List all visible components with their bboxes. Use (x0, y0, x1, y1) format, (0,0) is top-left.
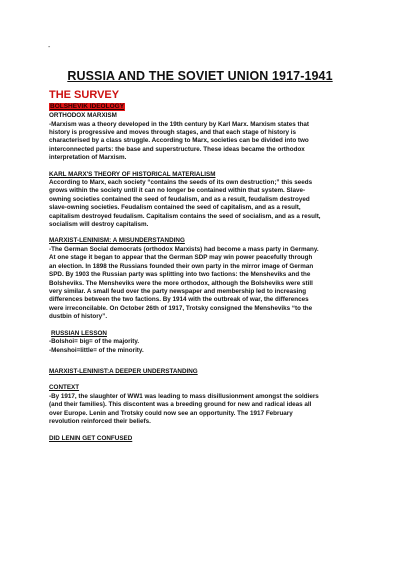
text-line: characterised by a class struggle. According to Marx, societies can be divided into two (49, 137, 309, 145)
heading-did-lenin-get-confused: DID LENIN GET CONFUSED (49, 434, 133, 442)
page-title: RUSSIA AND THE SOVIET UNION 1917-1941 (67, 69, 333, 83)
text-line: interpretation of Marxism. (49, 154, 127, 162)
text-line: At one stage it began to appear that the German SDP may win power peacefully through (49, 254, 313, 262)
text-line: interconnected parts: the base and superstructure. These ideas became the orthodox (49, 145, 305, 153)
paragraph-russian-lesson (49, 338, 360, 355)
text-line: (and their families). This discontent was a breeding ground for new and radical ideas all (49, 401, 312, 409)
page-marker: - (48, 44, 51, 51)
heading-historical-materialism: KARL MARX'S THEORY OF HISTORICAL MATERIALISM (49, 170, 216, 178)
text-line: differences between the two factions. By 1914 with the outbreak of war, the differences (49, 296, 309, 304)
text-line: history is progressive and moves through stages, and that each stage of history is (49, 128, 297, 136)
text-line: revolution reinforced their beliefs. (49, 418, 151, 426)
text-line: over Europe. Lenin and Trotsky could now see an opportunity. The 1917 February (49, 409, 293, 417)
heading-deeper-understanding: MARXIST-LENINIST:A DEEPER UNDERSTANDING (49, 367, 198, 375)
text-line: owning societies contained the seed of feudalism, and as a result, feudalism destroyed (49, 195, 310, 203)
text-line: socialism will destroy capitalism. (49, 221, 149, 229)
text-line: SPD. By 1903 the Russian party was splitting into two factions: the Mensheviks and the (49, 271, 311, 279)
text-line: slave-owning societies. Feudalism contained the seed of capitalism, and as a result, (49, 204, 301, 212)
text-line: -Marxism was a theory developed in the 19th century by Karl Marx. Marxism states that (49, 120, 310, 128)
text-line: Bolsheviks. The Mensheviks were the more orthodox, although the Bolsheviks were still (49, 279, 313, 287)
heading-misunderstanding: MARXIST-LENINISM: A MISUNDERSTANDING (49, 237, 185, 245)
text-line: -Bolshoi= big= of the majority. (49, 338, 140, 346)
text-line: dustbin of history”. (49, 313, 108, 321)
text-line: an election. In 1898 the Russians founded their own party in the mirror image of German (49, 262, 314, 270)
text-line: capitalism destroyed feudalism. Capitalism contains the seed of socialism, and as a result, (49, 212, 321, 220)
heading-context: CONTEXT (49, 384, 80, 392)
text-line: -The German Social democrats (orthodox Marxists) had become a mass party in Germany. (49, 245, 319, 253)
paragraph-historical-materialism (49, 179, 360, 229)
text-line: -Menshoi=little= of the minority. (49, 346, 144, 354)
paragraph-misunderstanding (49, 246, 360, 322)
heading-russian-lesson: RUSSIAN LESSON (51, 329, 107, 337)
heading-orthodox-marxism: ORTHODOX MARXISM (49, 112, 117, 119)
section-subtitle: THE SURVEY (49, 89, 120, 101)
highlighted-label: BOLSHEVIK IDEOLOGY (50, 103, 125, 110)
text-line: According to Marx, each society “contains the seeds of its own destruction;” this seeds (49, 179, 313, 187)
text-line: were irreconcilable. On October 26th of 1917, Trotsky consigned the Mensheviks “to the (49, 304, 313, 312)
paragraph-orthodox-marxism (49, 121, 360, 163)
text-line: very similar. A small feud over the party newspaper and membership led to increasing (49, 288, 307, 295)
text-line: grows within the society until it can no longer be contained within that system. Slave- (49, 187, 306, 195)
paragraph-context (49, 393, 360, 427)
text-line: -By 1917, the slaughter of WW1 was leading to mass disillusionment amongst the soldiers (49, 392, 319, 400)
document-body (49, 112, 360, 443)
